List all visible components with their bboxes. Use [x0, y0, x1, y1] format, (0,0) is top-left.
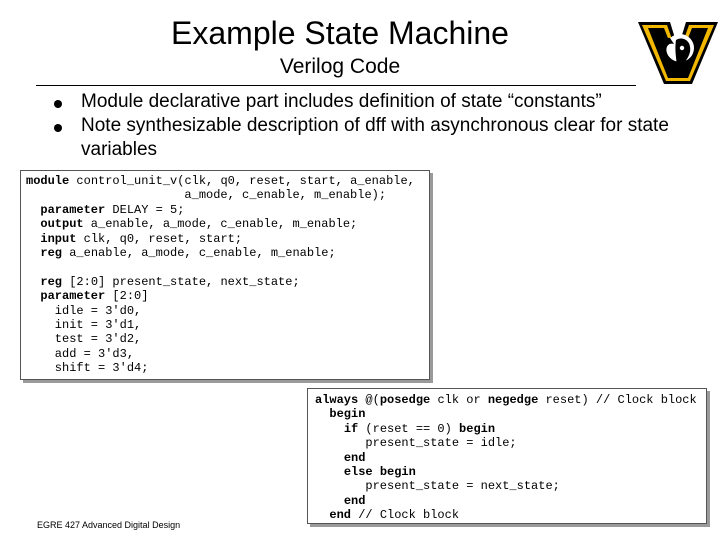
code-line: output a_enable, a_mode, c_enable, m_enable;: [26, 217, 358, 232]
code-line: if (reset == 0) begin: [343, 421, 496, 436]
code-line: init = 3'd1,: [26, 318, 142, 333]
code-line: present_state = idle;: [315, 436, 517, 451]
vcu-ram-logo-icon: [636, 18, 720, 86]
code-line: module control_unit_v(clk, q0, reset, start, a_enable,: [26, 174, 415, 188]
bullet-item: [50, 114, 690, 162]
bullet-text: Module declarative part includes definition of state “constants”: [81, 91, 602, 112]
bullet-dot-icon: [54, 100, 62, 108]
code-line: a_mode, c_enable, m_enable);: [26, 188, 387, 203]
code-line: else begin: [343, 465, 416, 480]
code-block-module: [21, 171, 429, 376]
slide-title: Example State Machine: [171, 15, 509, 51]
code-line: end: [343, 493, 366, 508]
code-line: parameter DELAY = 5;: [26, 202, 185, 217]
code-line: shift = 3'd4;: [26, 361, 149, 376]
code-line: parameter [2:0]: [26, 289, 149, 304]
code-line: end // Clock block: [329, 508, 460, 523]
slide-footer: EGRE 427 Advanced Digital Design: [37, 520, 181, 530]
code-line: reg [2:0] present_state, next_state;: [26, 274, 300, 289]
code-line: input clk, q0, reset, start;: [26, 231, 243, 246]
code-line: reg a_enable, a_mode, c_enable, m_enable;: [26, 246, 336, 261]
title-divider: [36, 85, 684, 86]
clock-block-code-box: [307, 388, 707, 524]
code-line: begin: [329, 407, 366, 422]
code-line: test = 3'd2,: [26, 332, 142, 347]
code-line: idle = 3'd0,: [26, 303, 142, 318]
bullet-list: [50, 90, 690, 162]
bullet-dot-icon: [54, 124, 62, 132]
code-block-always: [308, 389, 706, 523]
code-line: end: [343, 450, 366, 465]
bullet-item: [50, 90, 690, 114]
code-line: always @(posedge clk or negedge reset) // Clock block: [315, 393, 697, 407]
code-line: add = 3'd3,: [26, 346, 135, 361]
module-declaration-code-box: [20, 170, 430, 380]
slide-subtitle: Verilog Code: [279, 55, 401, 78]
code-line: present_state = next_state;: [315, 479, 560, 494]
bullet-text: Note synthesizable description of dff with asynchronous clear for state variables: [81, 115, 669, 160]
